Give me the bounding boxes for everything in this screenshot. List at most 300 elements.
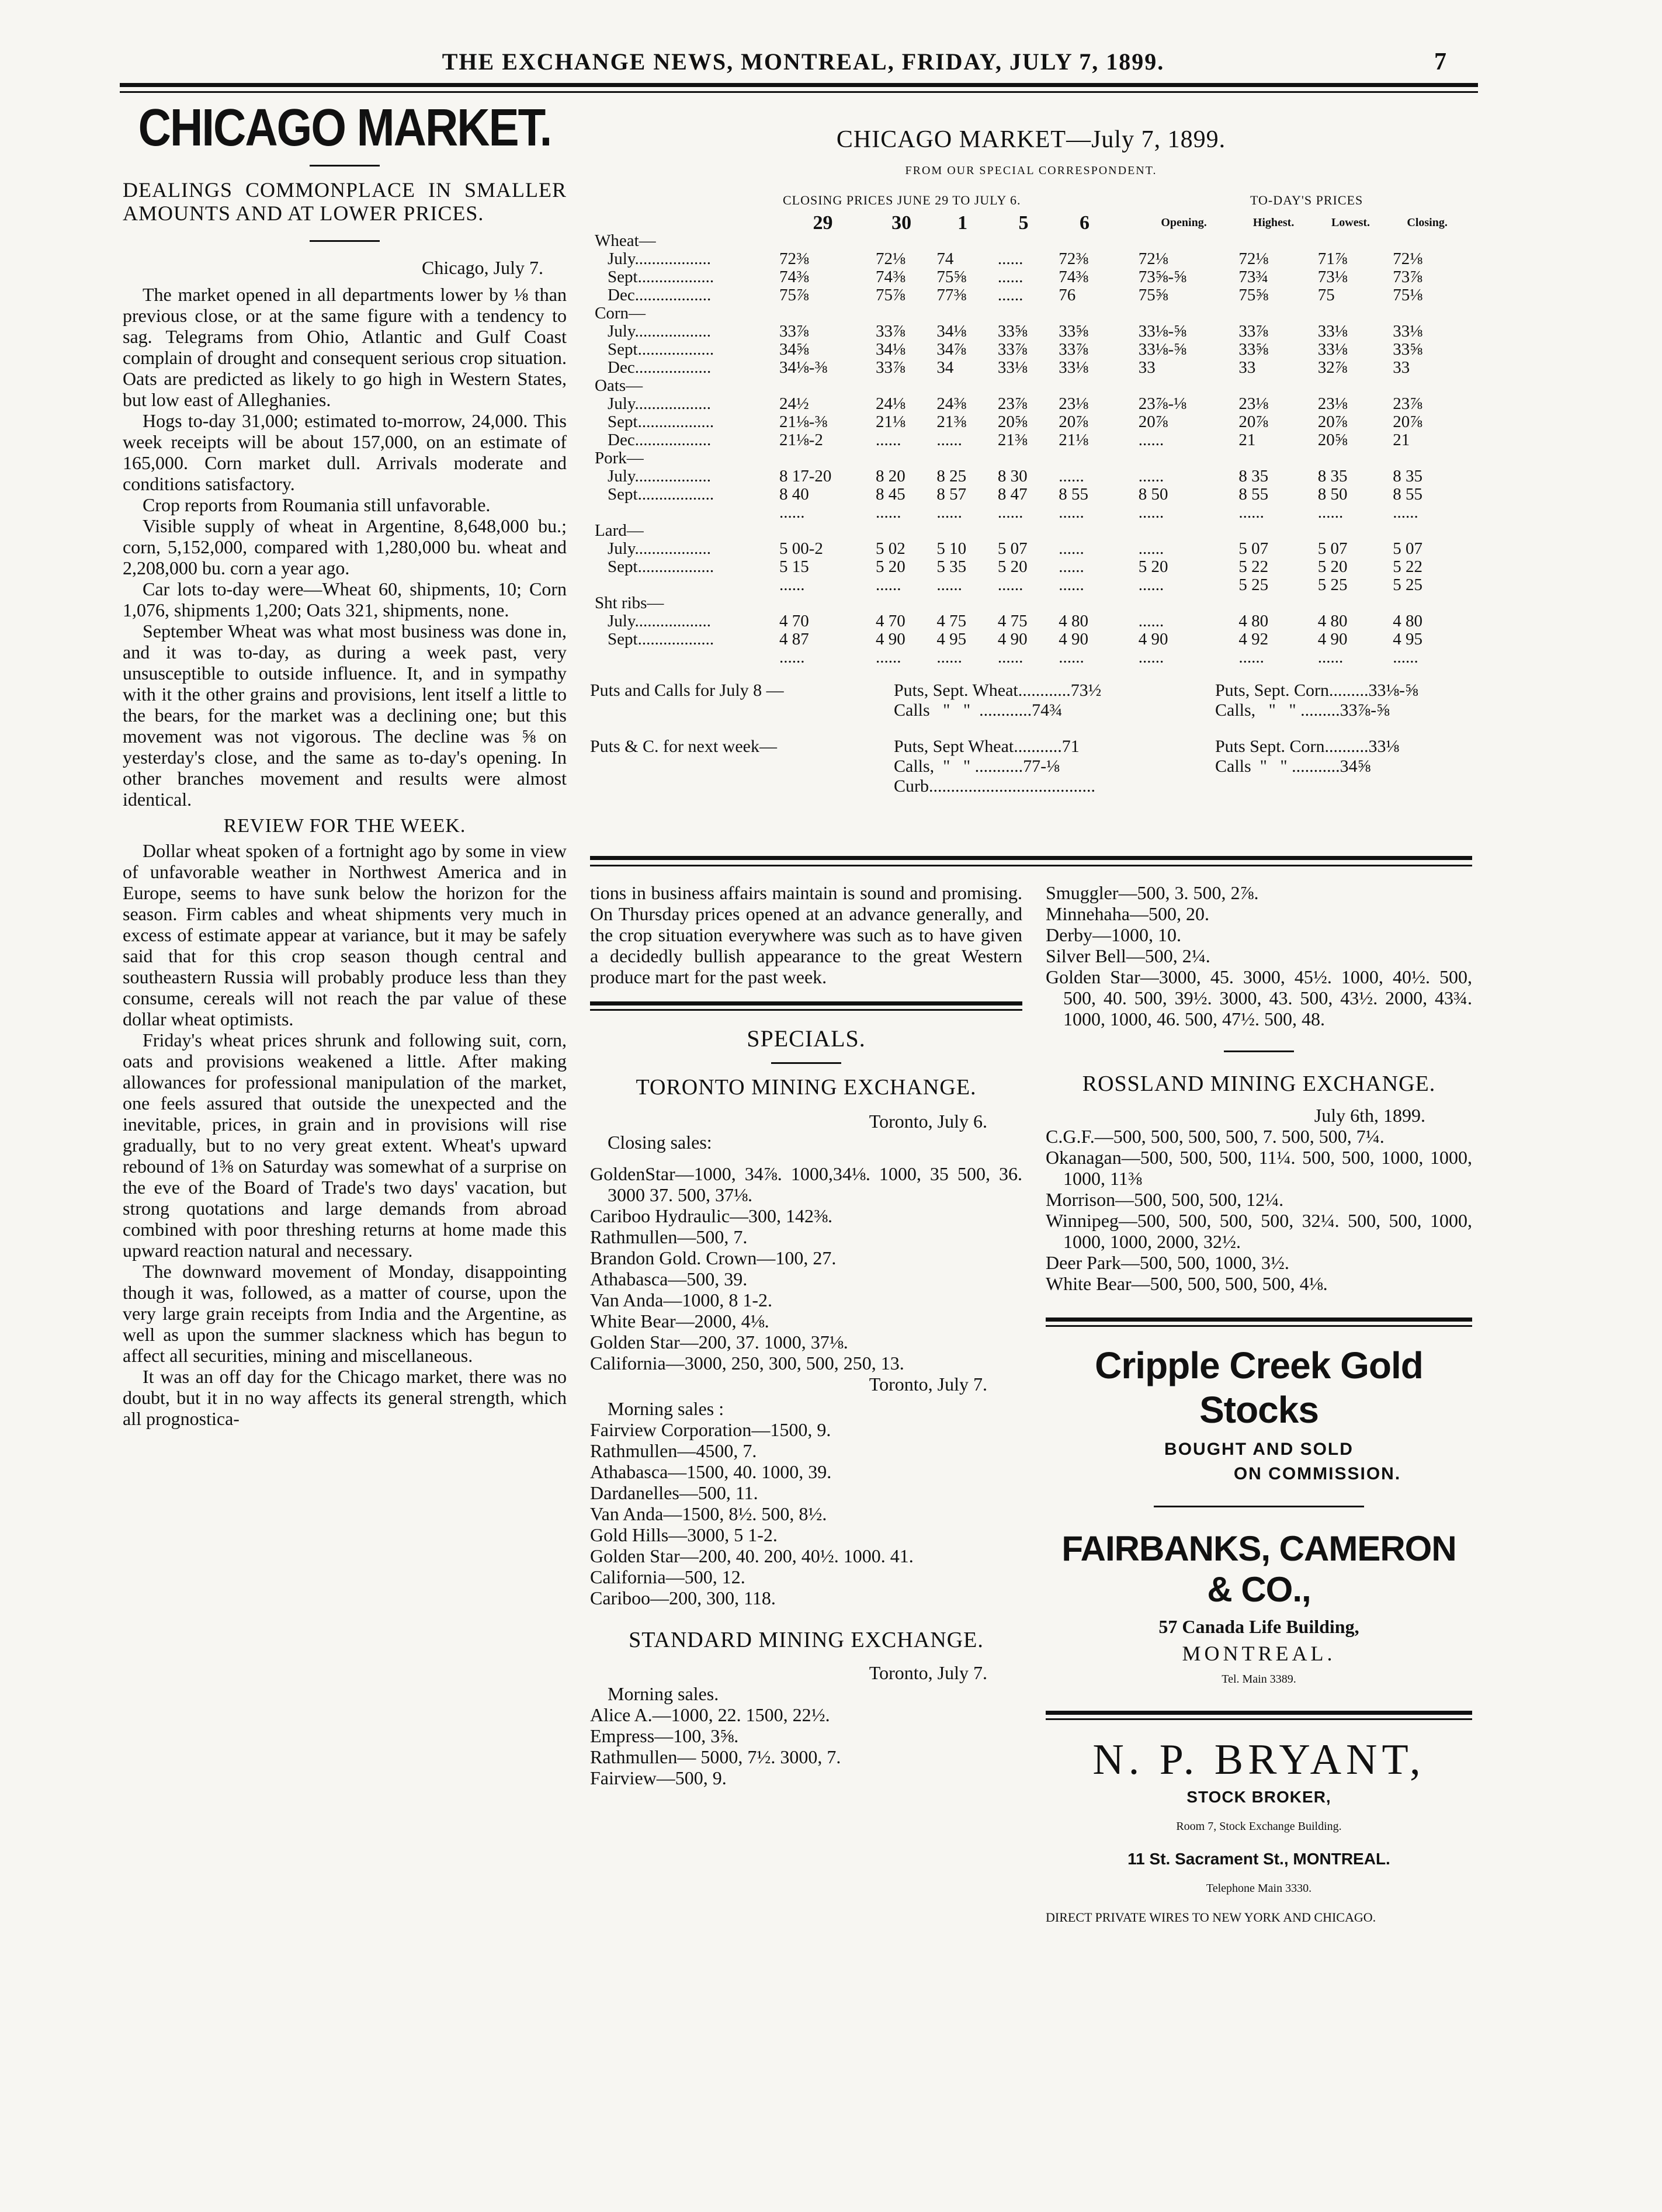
market-title: CHICAGO MARKET—July 7, 1899. (836, 126, 1226, 153)
month-label (590, 649, 775, 667)
ad-address: 57 Canada Life Building, (1158, 1616, 1359, 1637)
puts-calls-label: Puts and Calls for July 8 — (590, 681, 784, 700)
paragraph: Car lots to-day were—Wheat 60, shipments, 10; Corn 1,076, shipments 1,200; Oats 321, shipments, none. (123, 578, 567, 620)
price-cell: 20⅞ (1393, 412, 1422, 431)
left-column (123, 98, 567, 1429)
specials-title: SPECIALS. (747, 1025, 866, 1052)
price-cell: 4 75 (936, 612, 967, 630)
sale-entry: Golden Star—200, 37. 1000, 37⅛. (590, 1332, 848, 1353)
sale-entry: Dardanelles—500, 11. (590, 1482, 758, 1503)
price-cell: 23⅛ (1317, 394, 1348, 413)
table-row (590, 250, 1466, 268)
sale-entry: Rathmullen— 5000, 7½. 3000, 7. (590, 1746, 841, 1767)
closing-sales-label: Closing sales: (608, 1132, 712, 1153)
price-cell: 74⅜ (875, 268, 905, 286)
sale-entry: Winnipeg—500, 500, 500, 500, 32¼. 500, 500, 1000, 1000, 1000, 2000, 32½. (1046, 1210, 1472, 1252)
price-cell: 4 87 (779, 630, 809, 649)
column-header: 5 (1018, 212, 1029, 234)
divider (1224, 1050, 1294, 1052)
price-cell: 74 (936, 249, 954, 268)
price-cell: 5 10 (936, 539, 967, 558)
divider (590, 1009, 1022, 1011)
sale-entry: Rathmullen—500, 7. (590, 1226, 748, 1247)
paragraph: The market opened in all departments lower by ⅛ than previous close, or at the same figure with a tendency to sag. Telegrams from Ohio, Atlantic and Gulf Coast complain of drought and consequent serious crop situation. Oats are predicted as likely to go high in Western States, but low east of Alleghanies. (123, 284, 567, 410)
paragraph: The downward movement of Monday, disappointing though it was, followed, as a matter of course, upon the very large grain receipts from India and the Argentine, as well as upon the summer slackness which has begun to affect all securities, mining and miscellaneous. (123, 1261, 567, 1366)
leader-dots: .................. (634, 249, 711, 268)
toronto-title: TORONTO MINING EXCHANGE. (636, 1075, 977, 1100)
price-cell: 33⅛ (1059, 358, 1088, 377)
price-cell: ...... (1059, 503, 1084, 522)
price-cell: 33⅛ (997, 358, 1028, 377)
divider (1046, 1718, 1472, 1720)
today-header: TO-DAY'S PRICES (1250, 193, 1363, 207)
leader-dots: .................. (637, 485, 714, 504)
sale-entry: Deer Park—500, 500, 1000, 3½. (1046, 1252, 1289, 1273)
price-cell: 5 07 (1238, 539, 1269, 558)
price-cell: 75 (1317, 286, 1335, 304)
page-number: 7 (1434, 48, 1446, 75)
paragraph: September Wheat was what most business was done in, and it was to-day, as during a week past, very unsusceptible to outside influence. It, and in sympathy with it the other grains and provisions, lent itself a little to the bears, for the market was a declining one; but this movement was not vigorous. The decline was ⅝ on yesterday's close, and the same as to-day's opening. In other branches movement and results were almost identical. (123, 620, 567, 810)
paragraph: Dollar wheat spoken of a fortnight ago by some in view of unfavorable weather in Northwest America and in Europe, seems to have sunk below the horizon for the season. Firm cables and wheat shipments very much in excess of estimate appear at variance, but it may be safely said that for this crop season though central and southeastern Russia will probably produce less than they consume, cereals will not reach the par value of these dollar wheat optimists. (123, 840, 567, 1029)
month-label (590, 286, 775, 304)
price-cell: 21⅜ (936, 412, 967, 431)
toronto-date: Toronto, July 7. (869, 1374, 987, 1395)
sale-entry: Minnehaha—500, 20. (1046, 903, 1209, 924)
commodity-row (590, 232, 1466, 250)
price-cell: 20⅞ (1059, 412, 1088, 431)
month-label (590, 341, 775, 359)
price-cell: 33 (1238, 358, 1256, 377)
price-cell: 4 80 (1059, 612, 1088, 630)
price-cell: ...... (1238, 648, 1264, 667)
price-cell: ...... (997, 648, 1023, 667)
price-cell: ...... (1059, 575, 1084, 594)
month-label (590, 576, 775, 594)
sale-entry: Derby—1000, 10. (1046, 924, 1181, 945)
table-row (590, 486, 1466, 504)
price-cell: 4 80 (1238, 612, 1269, 630)
price-cell: 34⅝ (779, 340, 809, 359)
divider (1046, 1318, 1472, 1322)
price-cell: ...... (997, 286, 1023, 304)
ad-room: Room 7, Stock Exchange Building. (1176, 1820, 1342, 1833)
month-label (590, 323, 775, 341)
leader-dots: .................. (634, 539, 711, 558)
sale-entry: Okanagan—500, 500, 500, 11¼. 500, 500, 1000, 1000, 1000, 11⅜ (1046, 1147, 1472, 1189)
sale-entry: Van Anda—1000, 8 1-2. (590, 1289, 772, 1310)
price-cell: 8 50 (1317, 485, 1348, 504)
column-header: Lowest. (1331, 216, 1370, 229)
standard-morning-label: Morning sales. (608, 1683, 719, 1704)
sale-entry: Morrison—500, 500, 500, 12¼. (1046, 1189, 1284, 1210)
month-label (590, 467, 775, 486)
price-cell: 8 17-20 (779, 467, 832, 486)
price-cell: 20⅞ (1138, 412, 1168, 431)
price-cell: 4 95 (1393, 630, 1422, 649)
leader-dots: .................. (634, 612, 711, 630)
price-cell: 33⅝ (1059, 322, 1088, 341)
newspaper-header: THE EXCHANGE NEWS, MONTREAL, FRIDAY, JULY 7, 1899. (442, 48, 1165, 75)
price-cell: 33⅞ (875, 358, 905, 377)
price-cell: 24⅜ (936, 394, 967, 413)
price-cell: ...... (1317, 503, 1344, 522)
price-cell: 5 20 (1317, 557, 1348, 576)
puts-wheat-next: Puts, Sept Wheat...........71 (894, 737, 1080, 756)
month-label (590, 250, 775, 268)
price-cell: 74⅜ (779, 268, 809, 286)
commodity-row (590, 304, 1466, 323)
column-header: Highest. (1252, 216, 1295, 229)
table-row (590, 558, 1466, 576)
month-label-text: Sept (608, 557, 638, 576)
price-cell: 75⅝ (1238, 286, 1269, 304)
table-row (590, 630, 1466, 649)
ad-subtitle: STOCK BROKER, (1186, 1788, 1331, 1806)
price-cell: ...... (779, 575, 805, 594)
price-cell: 20⅞ (1317, 412, 1348, 431)
price-cell: 24⅛ (875, 394, 905, 413)
price-cell: 5 25 (1393, 575, 1422, 594)
fairbanks-ad-title: FAIRBANKS, CAMERON & CO., (1061, 1529, 1456, 1609)
table-row (590, 612, 1466, 630)
price-cell: 4 90 (1317, 630, 1348, 649)
price-cell: 5 07 (1393, 539, 1422, 558)
price-cell: ...... (997, 575, 1023, 594)
price-cell: 33⅛-⅝ (1138, 340, 1186, 359)
toronto-date: Toronto, July 6. (869, 1111, 987, 1132)
price-cell: 34⅛-⅜ (779, 358, 828, 377)
leader-dots: .................. (637, 268, 714, 286)
price-cell: 8 57 (936, 485, 967, 504)
table-row (590, 431, 1466, 449)
calls-wheat: Calls " " ............74¾ (894, 701, 1063, 720)
leader-dots: .................. (634, 394, 711, 413)
section-rule (590, 856, 1472, 860)
price-cell: 21 (1238, 431, 1256, 449)
sale-entry: Brandon Gold. Crown—100, 27. (590, 1247, 837, 1268)
sale-entry: Golden Star—200, 40. 200, 40½. 1000. 41. (590, 1545, 914, 1566)
price-cell: 23⅛ (1059, 394, 1088, 413)
article-title: CHICAGO MARKET. (138, 98, 551, 157)
price-cell: 8 40 (779, 485, 809, 504)
leader-dots: .................. (634, 431, 712, 449)
ad-line: BOUGHT AND SOLD (1164, 1440, 1354, 1459)
price-cell: 72⅛ (875, 249, 905, 268)
sale-entry: Fairview—500, 9. (590, 1767, 727, 1788)
price-cell: 24½ (779, 394, 809, 413)
ad-wires: DIRECT PRIVATE WIRES TO NEW YORK AND CHICAGO. (1046, 1910, 1376, 1925)
divider (1046, 1325, 1472, 1327)
price-cell: ...... (875, 575, 901, 594)
price-cell: 8 35 (1393, 467, 1422, 486)
month-label-text: July (608, 612, 635, 630)
price-cell: 33⅛ (1393, 322, 1422, 341)
price-cell: 4 90 (1059, 630, 1088, 649)
month-label-text: July (608, 322, 635, 341)
price-cell: 20⅞ (1238, 412, 1269, 431)
price-cell: 34 (936, 358, 954, 377)
price-cell: ...... (936, 648, 962, 667)
leader-dots: .................. (634, 286, 712, 304)
price-cell: ...... (1138, 612, 1164, 630)
puts-wheat: Puts, Sept. Wheat............73½ (894, 681, 1102, 700)
commodity-name: Lard— (595, 521, 644, 540)
commodity-row (590, 522, 1466, 540)
price-cell: 33⅝ (997, 322, 1028, 341)
ad-line: ON COMMISSION. (1233, 1464, 1401, 1483)
divider (771, 1062, 841, 1064)
table-row (590, 323, 1466, 341)
price-cell: 33⅞ (1238, 322, 1269, 341)
commodity-row (590, 594, 1466, 612)
sale-entry: White Bear—500, 500, 500, 500, 4⅛. (1046, 1273, 1328, 1294)
sale-entry: Cariboo Hydraulic—300, 142⅜. (590, 1205, 833, 1226)
sale-entry: Silver Bell—500, 2¼. (1046, 945, 1210, 966)
sale-entry: Athabasca—1500, 40. 1000, 39. (590, 1461, 832, 1482)
price-cell: 75⅞ (779, 286, 809, 304)
price-cell: 75⅛ (1393, 286, 1422, 304)
curb: Curb...................................... (894, 776, 1095, 796)
price-cell: ...... (997, 249, 1023, 268)
ad-address: 11 St. Sacrament St., MONTREAL. (1127, 1850, 1390, 1868)
closing-header: CLOSING PRICES JUNE 29 TO JULY 6. (783, 193, 1021, 207)
leader-dots: .................. (637, 557, 714, 576)
price-cell: 34⅛ (875, 340, 905, 359)
price-cell: 33⅞ (875, 322, 905, 341)
price-cell: 74⅜ (1059, 268, 1088, 286)
price-cell: 5 07 (997, 539, 1028, 558)
price-cell: 5 22 (1238, 557, 1269, 576)
table-row (590, 504, 1466, 522)
price-cell: 34⅛ (936, 322, 967, 341)
middle-column (590, 882, 1022, 1788)
price-cell: 4 70 (779, 612, 809, 630)
price-cell: ...... (1059, 467, 1084, 486)
paragraph: It was an off day for the Chicago market, there was no doubt, but it in no way affects its general strength, which all prognostica- (123, 1366, 567, 1429)
price-cell: ...... (1138, 503, 1164, 522)
puts-corn: Puts, Sept. Corn.........33⅛-⅝ (1215, 681, 1418, 700)
price-cell: 5 20 (997, 557, 1028, 576)
price-cell: ...... (997, 503, 1023, 522)
calls-wheat-next: Calls, " " ...........77-⅛ (894, 757, 1060, 776)
price-cell: 73⅛ (1317, 268, 1348, 286)
price-cell: 5 07 (1317, 539, 1348, 558)
divider (1154, 1506, 1364, 1507)
price-cell: 8 25 (936, 467, 967, 486)
leader-dots: .................. (634, 322, 711, 341)
price-cell: ...... (875, 431, 901, 449)
price-cell: ...... (1138, 431, 1164, 449)
price-cell: 8 35 (1238, 467, 1269, 486)
month-label-text: Dec (608, 286, 635, 304)
price-table (590, 214, 1466, 667)
price-cell: 20⅝ (997, 412, 1028, 431)
price-cell: ...... (1138, 648, 1164, 667)
price-cell: 5 20 (875, 557, 905, 576)
ad-city: MONTREAL. (1182, 1642, 1336, 1665)
price-cell: ...... (936, 575, 962, 594)
table-row (590, 395, 1466, 413)
column-header: Closing. (1407, 216, 1448, 229)
dateline: Chicago, July 7. (422, 257, 543, 278)
price-cell: ...... (875, 503, 901, 522)
column-header: 1 (957, 212, 968, 234)
price-cell: ...... (936, 431, 962, 449)
price-cell: 21⅜ (997, 431, 1028, 449)
price-cell: 5 25 (1317, 575, 1348, 594)
calls-corn-next: Calls " " ...........34⅝ (1215, 757, 1371, 776)
sale-entry: White Bear—2000, 4⅛. (590, 1310, 769, 1332)
paragraph: Hogs to-day 31,000; estimated to-morrow, 24,000. This week receipts will be about 157,000, on an estimate of 165,000. Corn market dull. Arrivals moderate and conditions satisfactory. (123, 410, 567, 494)
price-cell: 72⅜ (779, 249, 809, 268)
price-cell: 33⅞ (779, 322, 809, 341)
price-cell: ...... (1138, 539, 1164, 558)
price-cell: 33 (1138, 358, 1156, 377)
price-cell: 4 92 (1238, 630, 1269, 649)
price-cell: 8 20 (875, 467, 905, 486)
table-row (590, 540, 1466, 558)
price-cell: ...... (1317, 648, 1344, 667)
price-cell: 23⅞ (997, 394, 1028, 413)
rossland-date: July 6th, 1899. (1314, 1105, 1425, 1126)
month-label-text: July (608, 249, 635, 268)
month-label-text: July (608, 467, 635, 486)
cripple-creek-ad-title: Cripple Creek Gold Stocks (1095, 1344, 1423, 1431)
price-cell: 4 70 (875, 612, 905, 630)
price-cell: 33⅝ (1393, 340, 1422, 359)
price-cell: 75⅞ (875, 286, 905, 304)
price-cell: ...... (1059, 539, 1084, 558)
month-label (590, 431, 775, 449)
month-label-text: Sept (608, 268, 638, 286)
price-cell: 72⅛ (1393, 249, 1422, 268)
month-label (590, 558, 775, 576)
price-cell: ...... (1393, 648, 1418, 667)
price-cell: 72⅛ (1138, 249, 1168, 268)
month-label-text: Sept (608, 630, 638, 649)
month-label-text: Sept (608, 485, 638, 504)
sale-entry: Smuggler—500, 3. 500, 2⅞. (1046, 882, 1259, 903)
market-table-section (590, 126, 1472, 815)
commodity-row (590, 449, 1466, 467)
price-cell: 8 55 (1238, 485, 1269, 504)
price-cell: 5 00-2 (779, 539, 823, 558)
price-cell: 8 30 (997, 467, 1028, 486)
calls-corn: Calls, " " .........33⅞-⅝ (1215, 701, 1390, 720)
puts-calls (590, 681, 1472, 815)
section-rule-thin (590, 865, 1472, 866)
price-cell: 73⅝-⅝ (1138, 268, 1186, 286)
price-cell: 4 95 (936, 630, 967, 649)
price-cell: 5 25 (1238, 575, 1269, 594)
puts-next-week-label: Puts & C. for next week— (590, 737, 777, 756)
price-cell: ...... (875, 648, 901, 667)
standard-date: Toronto, July 7. (869, 1662, 987, 1683)
commodity-name: Corn— (595, 304, 646, 323)
paragraph: Crop reports from Roumania still unfavorable. (143, 494, 491, 515)
column-header: Opening. (1161, 216, 1207, 229)
price-cell: 21⅛-2 (779, 431, 823, 449)
price-cell: 4 80 (1317, 612, 1348, 630)
price-cell: 5 22 (1393, 557, 1422, 576)
leader-dots: .................. (637, 630, 714, 649)
price-cell: ...... (1059, 648, 1084, 667)
price-cell: ...... (779, 648, 805, 667)
price-cell: 23⅞ (1393, 394, 1422, 413)
price-cell: 71⅞ (1317, 249, 1348, 268)
commodity-name: Pork— (595, 449, 644, 467)
sale-entry: California—3000, 250, 300, 500, 250, 13. (590, 1353, 904, 1374)
table-row (590, 576, 1466, 594)
commodity-name: Wheat— (595, 231, 656, 250)
header-rule (120, 83, 1478, 87)
price-cell: 4 90 (1138, 630, 1168, 649)
rossland-title: ROSSLAND MINING EXCHANGE. (1082, 1072, 1436, 1096)
paragraph: Friday's wheat prices shrunk and following suit, corn, oats and provisions weakened a little. After making allowances for professional manipulation of the market, one feels assured that outside the unexpected and the inevitable, prices, in grain and in provisions will rise gradually, but to no very great extent. Wheat's upward rebound of 1⅜ on Saturday was somewhat of a surprise on the eve of the Board of Trade's two days' vacation, but strong quotations and large demands from abroad combined with poor threshing returns at home made this upward reaction natural and necessary. (123, 1029, 567, 1261)
price-cell: 72⅛ (1238, 249, 1269, 268)
sale-entry: Athabasca—500, 39. (590, 1268, 748, 1289)
price-cell: 33⅛ (1317, 322, 1348, 341)
price-cell: 33⅞ (997, 340, 1028, 359)
table-row (590, 413, 1466, 431)
morning-sales-label: Morning sales : (608, 1398, 724, 1419)
sale-entry: Empress—100, 3⅝. (590, 1725, 739, 1746)
sale-entry: C.G.F.—500, 500, 500, 500, 7. 500, 500, 7¼. (1046, 1126, 1385, 1147)
toronto-sales-list (590, 1419, 1022, 1608)
column-header: 30 (891, 212, 912, 234)
price-cell: ...... (1138, 467, 1164, 486)
divider (1046, 1711, 1472, 1715)
continuation-text: tions in business affairs maintain is sound and promising. On Thursday prices opened at an advance generally, and the crop situation everywhere was such as to have given a decidedly bullish appearance to the great Western produce mart for the past week. (590, 882, 1022, 987)
leader-dots: .................. (634, 467, 711, 486)
price-cell: ...... (1138, 575, 1164, 594)
commodity-row (590, 377, 1466, 395)
price-cell: 5 20 (1138, 557, 1168, 576)
price-cell: ...... (779, 503, 805, 522)
price-cell: 34⅞ (936, 340, 967, 359)
month-label (590, 540, 775, 558)
price-cell: ...... (1238, 503, 1264, 522)
commodity-name: Oats— (595, 376, 643, 395)
month-label (590, 359, 775, 377)
table-row (590, 341, 1466, 359)
paragraph: Visible supply of wheat in Argentine, 8,648,000 bu.; corn, 5,152,000, compared with 1,280,000 bu. wheat and 2,208,000 bu. corn a year ago. (123, 515, 567, 578)
month-label (590, 504, 775, 522)
ad-tel: Tel. Main 3389. (1222, 1673, 1296, 1686)
right-column (1046, 882, 1472, 1928)
puts-corn-next: Puts Sept. Corn..........33⅛ (1215, 737, 1400, 756)
month-label (590, 268, 775, 286)
price-cell: 21⅛ (1059, 431, 1088, 449)
month-label-text: Sept (608, 340, 638, 359)
price-cell: 33⅝ (1238, 340, 1269, 359)
month-label-text: Sept (608, 412, 638, 431)
bryant-ad-title: N. P. BRYANT, (1092, 1736, 1425, 1784)
price-cell: 32⅞ (1317, 358, 1348, 377)
price-cell: ...... (997, 268, 1023, 286)
commodity-name: Sht ribs— (595, 594, 664, 612)
price-cell: 76 (1059, 286, 1076, 304)
leader-dots: .................. (634, 358, 712, 377)
sale-entry: Golden Star—3000, 45. 3000, 45½. 1000, 40½. 500, 500, 40. 500, 39½. 3000, 43. 500, 43½. 2000, 43¾. 1000, 1000, 46. 500, 47½. 500, 48. (1046, 966, 1472, 1029)
price-cell: 4 75 (997, 612, 1028, 630)
month-label-text: July (608, 394, 635, 413)
table-row (590, 467, 1466, 486)
price-cell: 77⅜ (936, 286, 967, 304)
column-header: 29 (813, 212, 833, 234)
price-cell: ...... (1393, 503, 1418, 522)
price-cell: 75⅝ (936, 268, 967, 286)
